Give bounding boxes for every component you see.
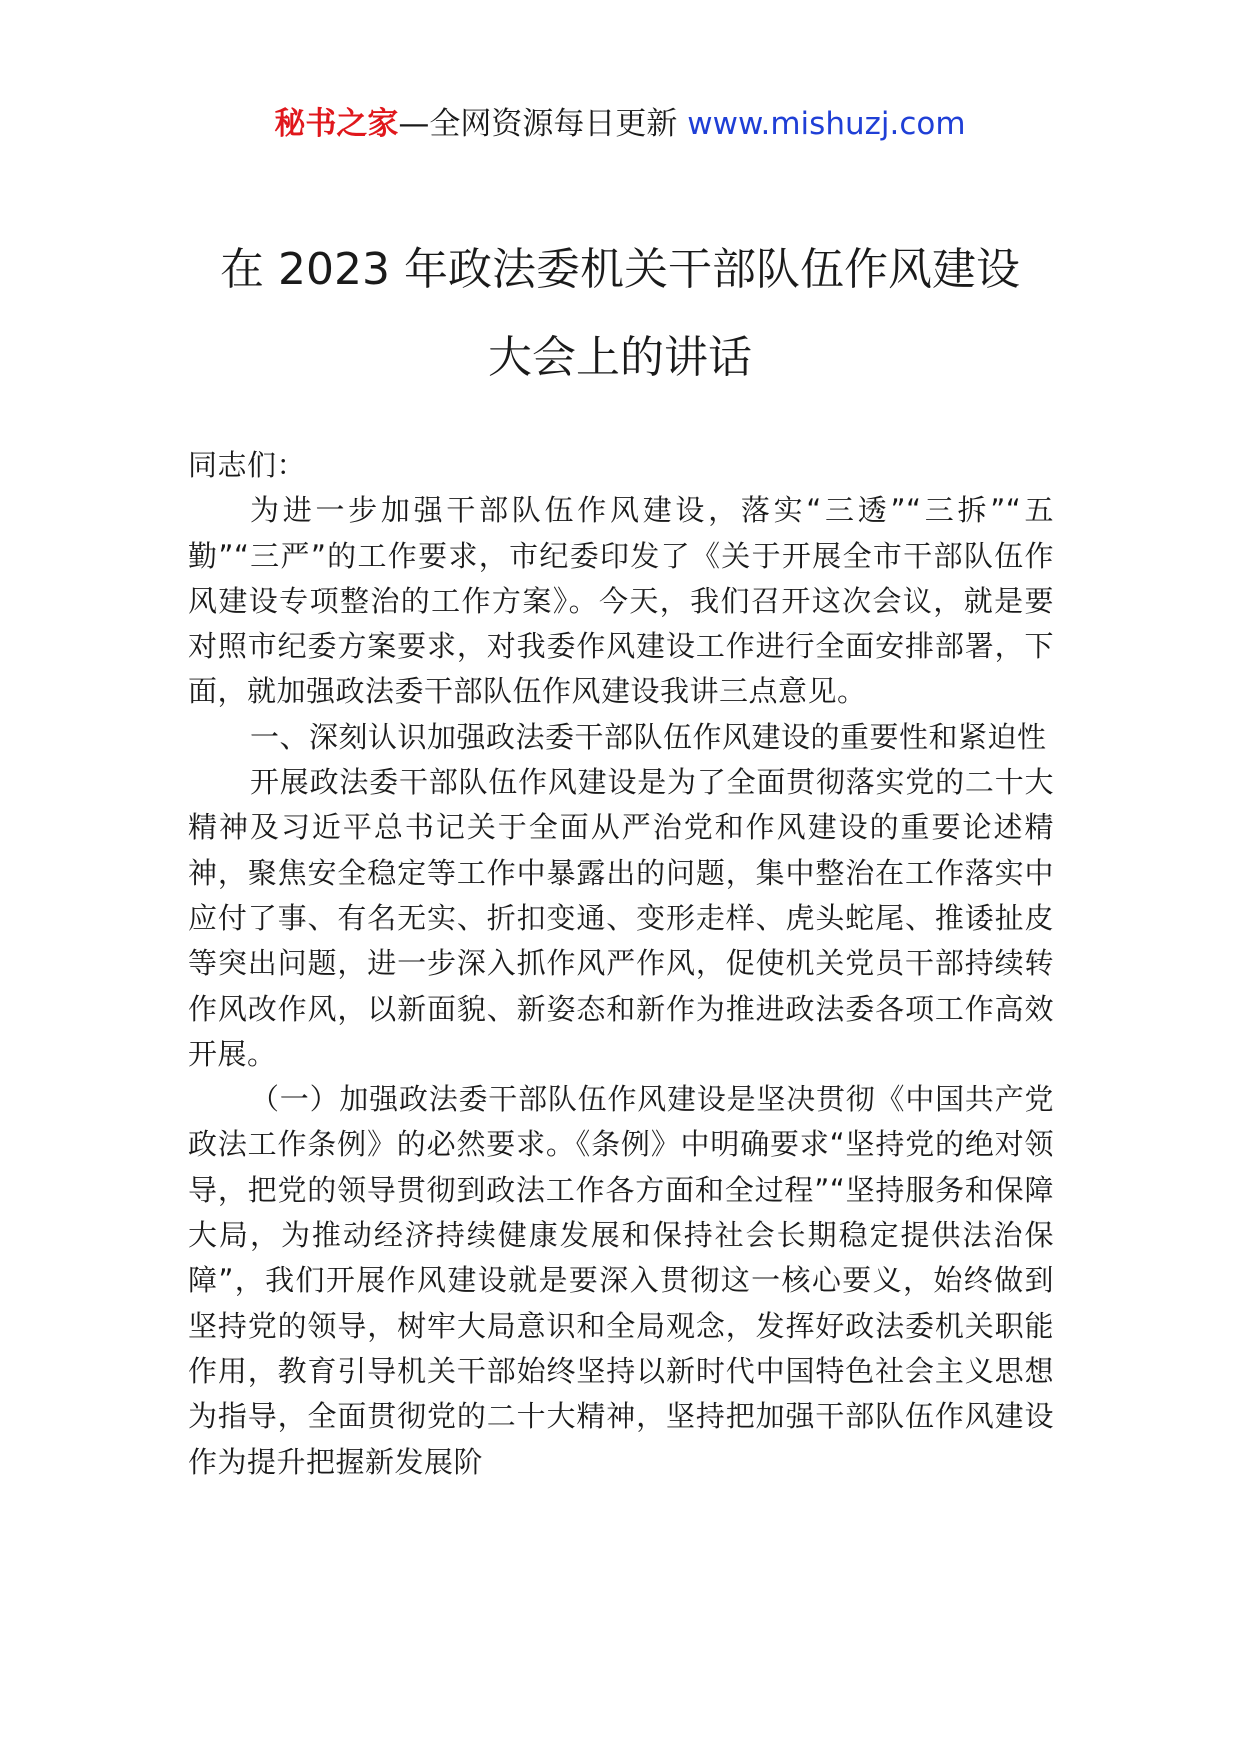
paragraph-intro: 为进一步加强干部队伍作风建设，落实“三透”“三拆”“五勤”“三严”的工作要求，市纪委印发了《关于开展全市干部队伍作风建设专项整治的工作方案》。今天，我们召开这次会议，就是要对照市纪委方案要求，对我委作风建设工作进行全面安排部署，下面，就加强政法委干部队伍作风建设我讲三点意见。 <box>188 493 1054 709</box>
header-tagline: —全网资源每日更新 <box>398 106 688 142</box>
paragraph-subsection-1: （一）加强政法委干部队伍作风建设是坚决贯彻《中国共产党政法工作条例》的必然要求。《条例》中明确要求“坚持党的绝对领导，把党的领导贯彻到政法工作各方面和全过程”“坚持服务和保障大局，为推动经济持续健康发展和保持社会长期稳定提供法治保障”，我们开展作风建设就是要深入贯彻这一核心要义，始终做到坚持党的领导，树牢大局意识和全局观念，发挥好政法委机关职能作用，教育引导机关干部始终坚持以新时代中国特色社会主义思想为指导，全面贯彻党的二十大精神，坚持把加强干部队伍作风建设作为提升把握新发展阶 <box>188 1082 1054 1479</box>
document-title <box>120 226 1120 402</box>
brand-name: 秘书之家 <box>274 106 399 142</box>
title-line-2: 大会上的讲话 <box>488 332 752 383</box>
title-line-1: 在 2023 年政法委机关干部队伍作风建设 <box>220 244 1020 295</box>
site-url-link[interactable]: www.mishuzj.com <box>687 106 966 142</box>
salutation: 同志们： <box>188 448 307 482</box>
section-heading-1: 一、深刻认识加强政法委干部队伍作风建设的重要性和紧迫性 <box>250 719 1047 754</box>
document-body <box>188 443 1054 1485</box>
site-header <box>0 100 1240 148</box>
paragraph-section-1: 开展政法委干部队伍作风建设是为了全面贯彻落实党的二十大精神及习近平总书记关于全面从严治党和作风建设的重要论述精神，聚焦安全稳定等工作中暴露出的问题，集中整治在工作落实中应付了事、有名无实、折扣变通、变形走样、虎头蛇尾、推诿扯皮等突出问题，进一步深入抓作风严作风，促使机关党员干部持续转作风改作风，以新面貌、新姿态和新作为推进政法委各项工作高效开展。 <box>188 765 1054 1071</box>
